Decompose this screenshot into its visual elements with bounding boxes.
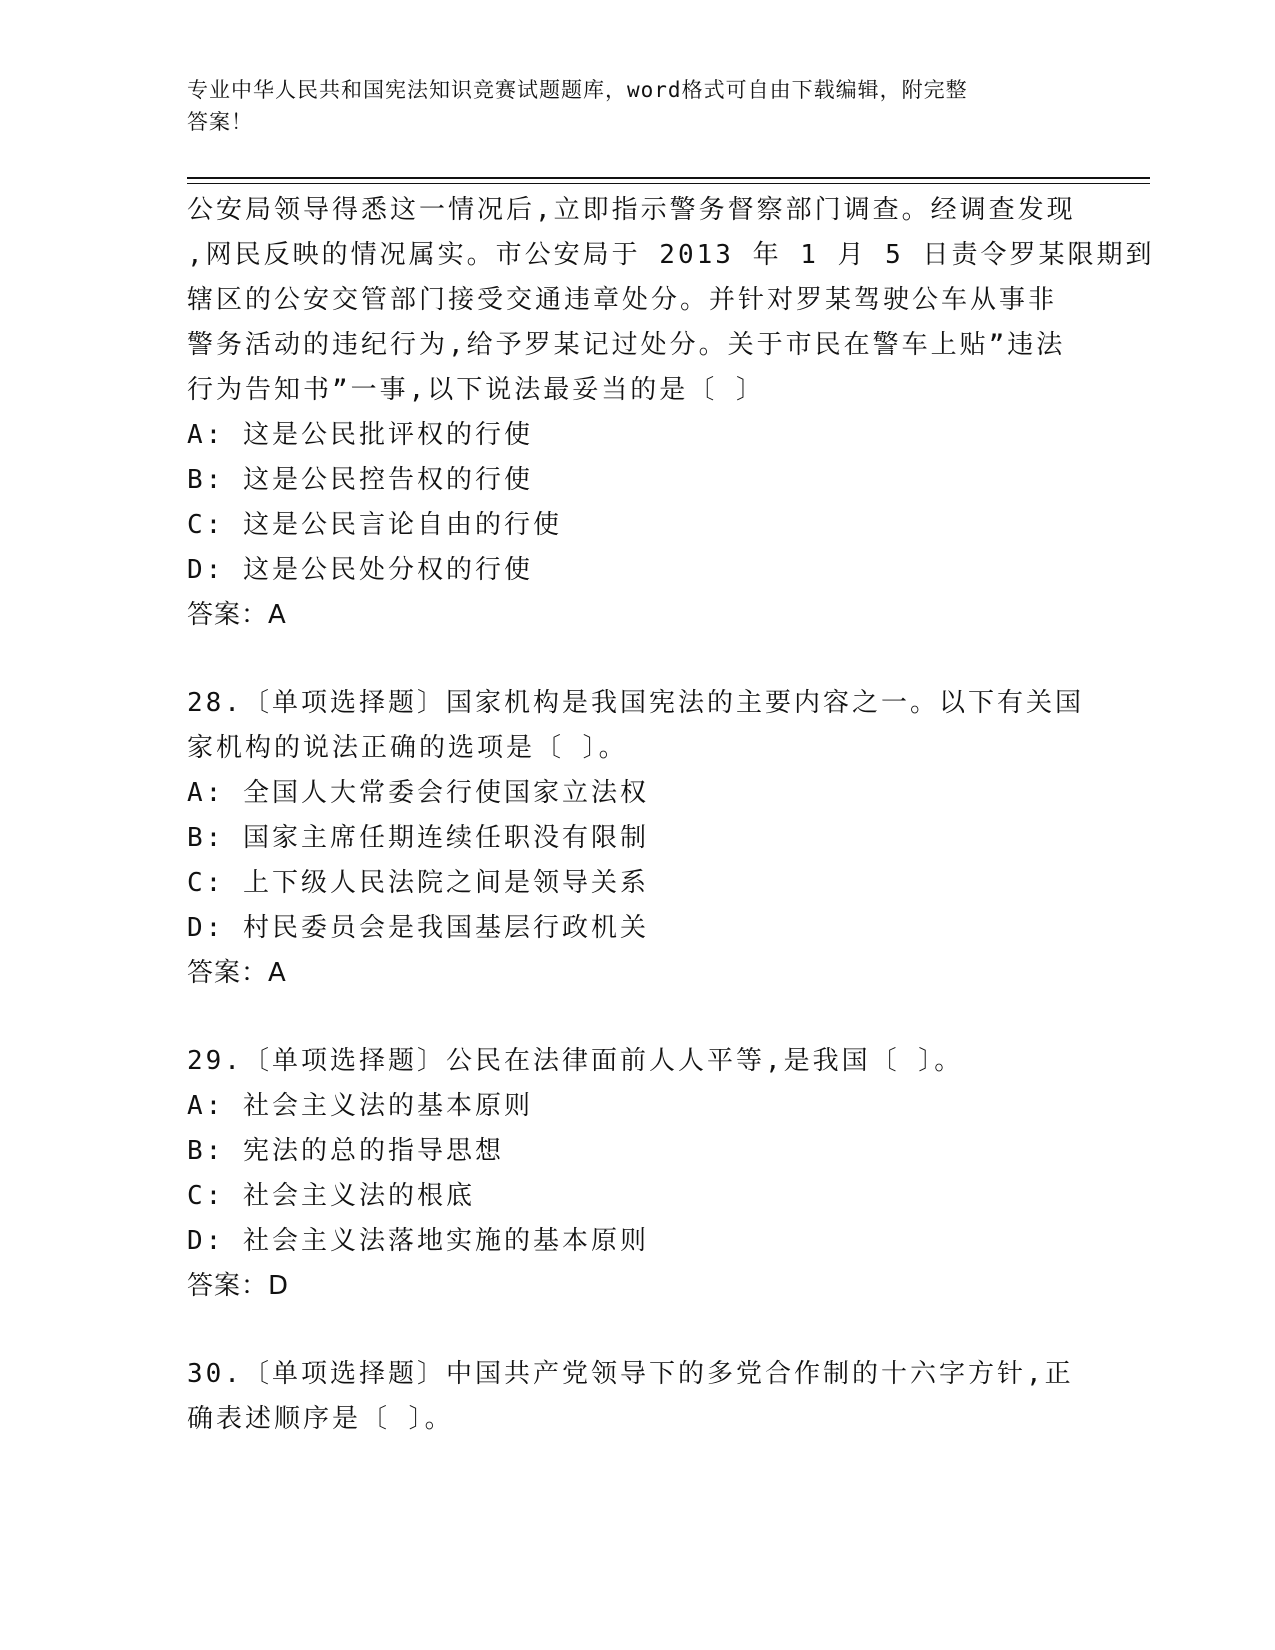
question-text-line: 确表述顺序是〔 〕。 [187, 1404, 454, 1434]
option-d: D: 村民委员会是我国基层行政机关 [187, 913, 649, 943]
answer-line: 答案：D [187, 1271, 290, 1301]
question-text-line: 28.〔单项选择题〕国家机构是我国宪法的主要内容之一。以下有关国 [187, 688, 1084, 718]
question-block [187, 1352, 1087, 1442]
option-d: D: 这是公民处分权的行使 [187, 555, 533, 585]
header-rule-thin [187, 183, 1150, 184]
question-text-line: 行为告知书”一事,以下说法最妥当的是〔 〕 [187, 375, 765, 405]
option-c: C: 社会主义法的根底 [187, 1181, 475, 1211]
answer-line: 答案：A [187, 600, 287, 630]
question-text-line: 30.〔单项选择题〕中国共产党领导下的多党合作制的十六字方针,正 [187, 1359, 1074, 1389]
question-text-line: 公安局领导得悉这一情况后,立即指示警务督察部门调查。经调查发现 [187, 195, 1076, 225]
header-rule [187, 177, 1150, 179]
question-text-line: 29.〔单项选择题〕公民在法律面前人人平等,是我国〔 〕。 [187, 1046, 964, 1076]
question-27-continuation [187, 188, 1155, 638]
question-text-line: 警务活动的违纪行为,给予罗某记过处分。关于市民在警车上贴”违法 [187, 330, 1066, 360]
option-b: B: 这是公民控告权的行使 [187, 465, 533, 495]
option-a: A: 社会主义法的基本原则 [187, 1091, 533, 1121]
page-header [187, 74, 1067, 138]
option-a: A: 这是公民批评权的行使 [187, 420, 533, 450]
option-a: A: 全国人大常委会行使国家立法权 [187, 778, 649, 808]
document-body [187, 188, 1155, 1442]
question-text-line: 家机构的说法正确的选项是〔 〕。 [187, 733, 628, 763]
option-b: B: 国家主席任期连续任职没有限制 [187, 823, 649, 853]
header-line-1: 专业中华人民共和国宪法知识竞赛试题题库，word格式可自由下载编辑，附完整 [187, 78, 968, 102]
question-text-line: ,网民反映的情况属实。市公安局于 2013 年 1 月 5 日责令罗某限期到 [187, 240, 1155, 270]
option-b: B: 宪法的总的指导思想 [187, 1136, 504, 1166]
option-c: C: 这是公民言论自由的行使 [187, 510, 562, 540]
header-line-2: 答案！ [187, 110, 253, 134]
question-text-line: 辖区的公安交管部门接受交通违章处分。并针对罗某驾驶公车从事非 [187, 285, 1058, 315]
answer-line: 答案：A [187, 958, 287, 988]
option-c: C: 上下级人民法院之间是领导关系 [187, 868, 649, 898]
question-block [187, 1039, 1087, 1309]
option-d: D: 社会主义法落地实施的基本原则 [187, 1226, 649, 1256]
question-block [187, 681, 1087, 996]
